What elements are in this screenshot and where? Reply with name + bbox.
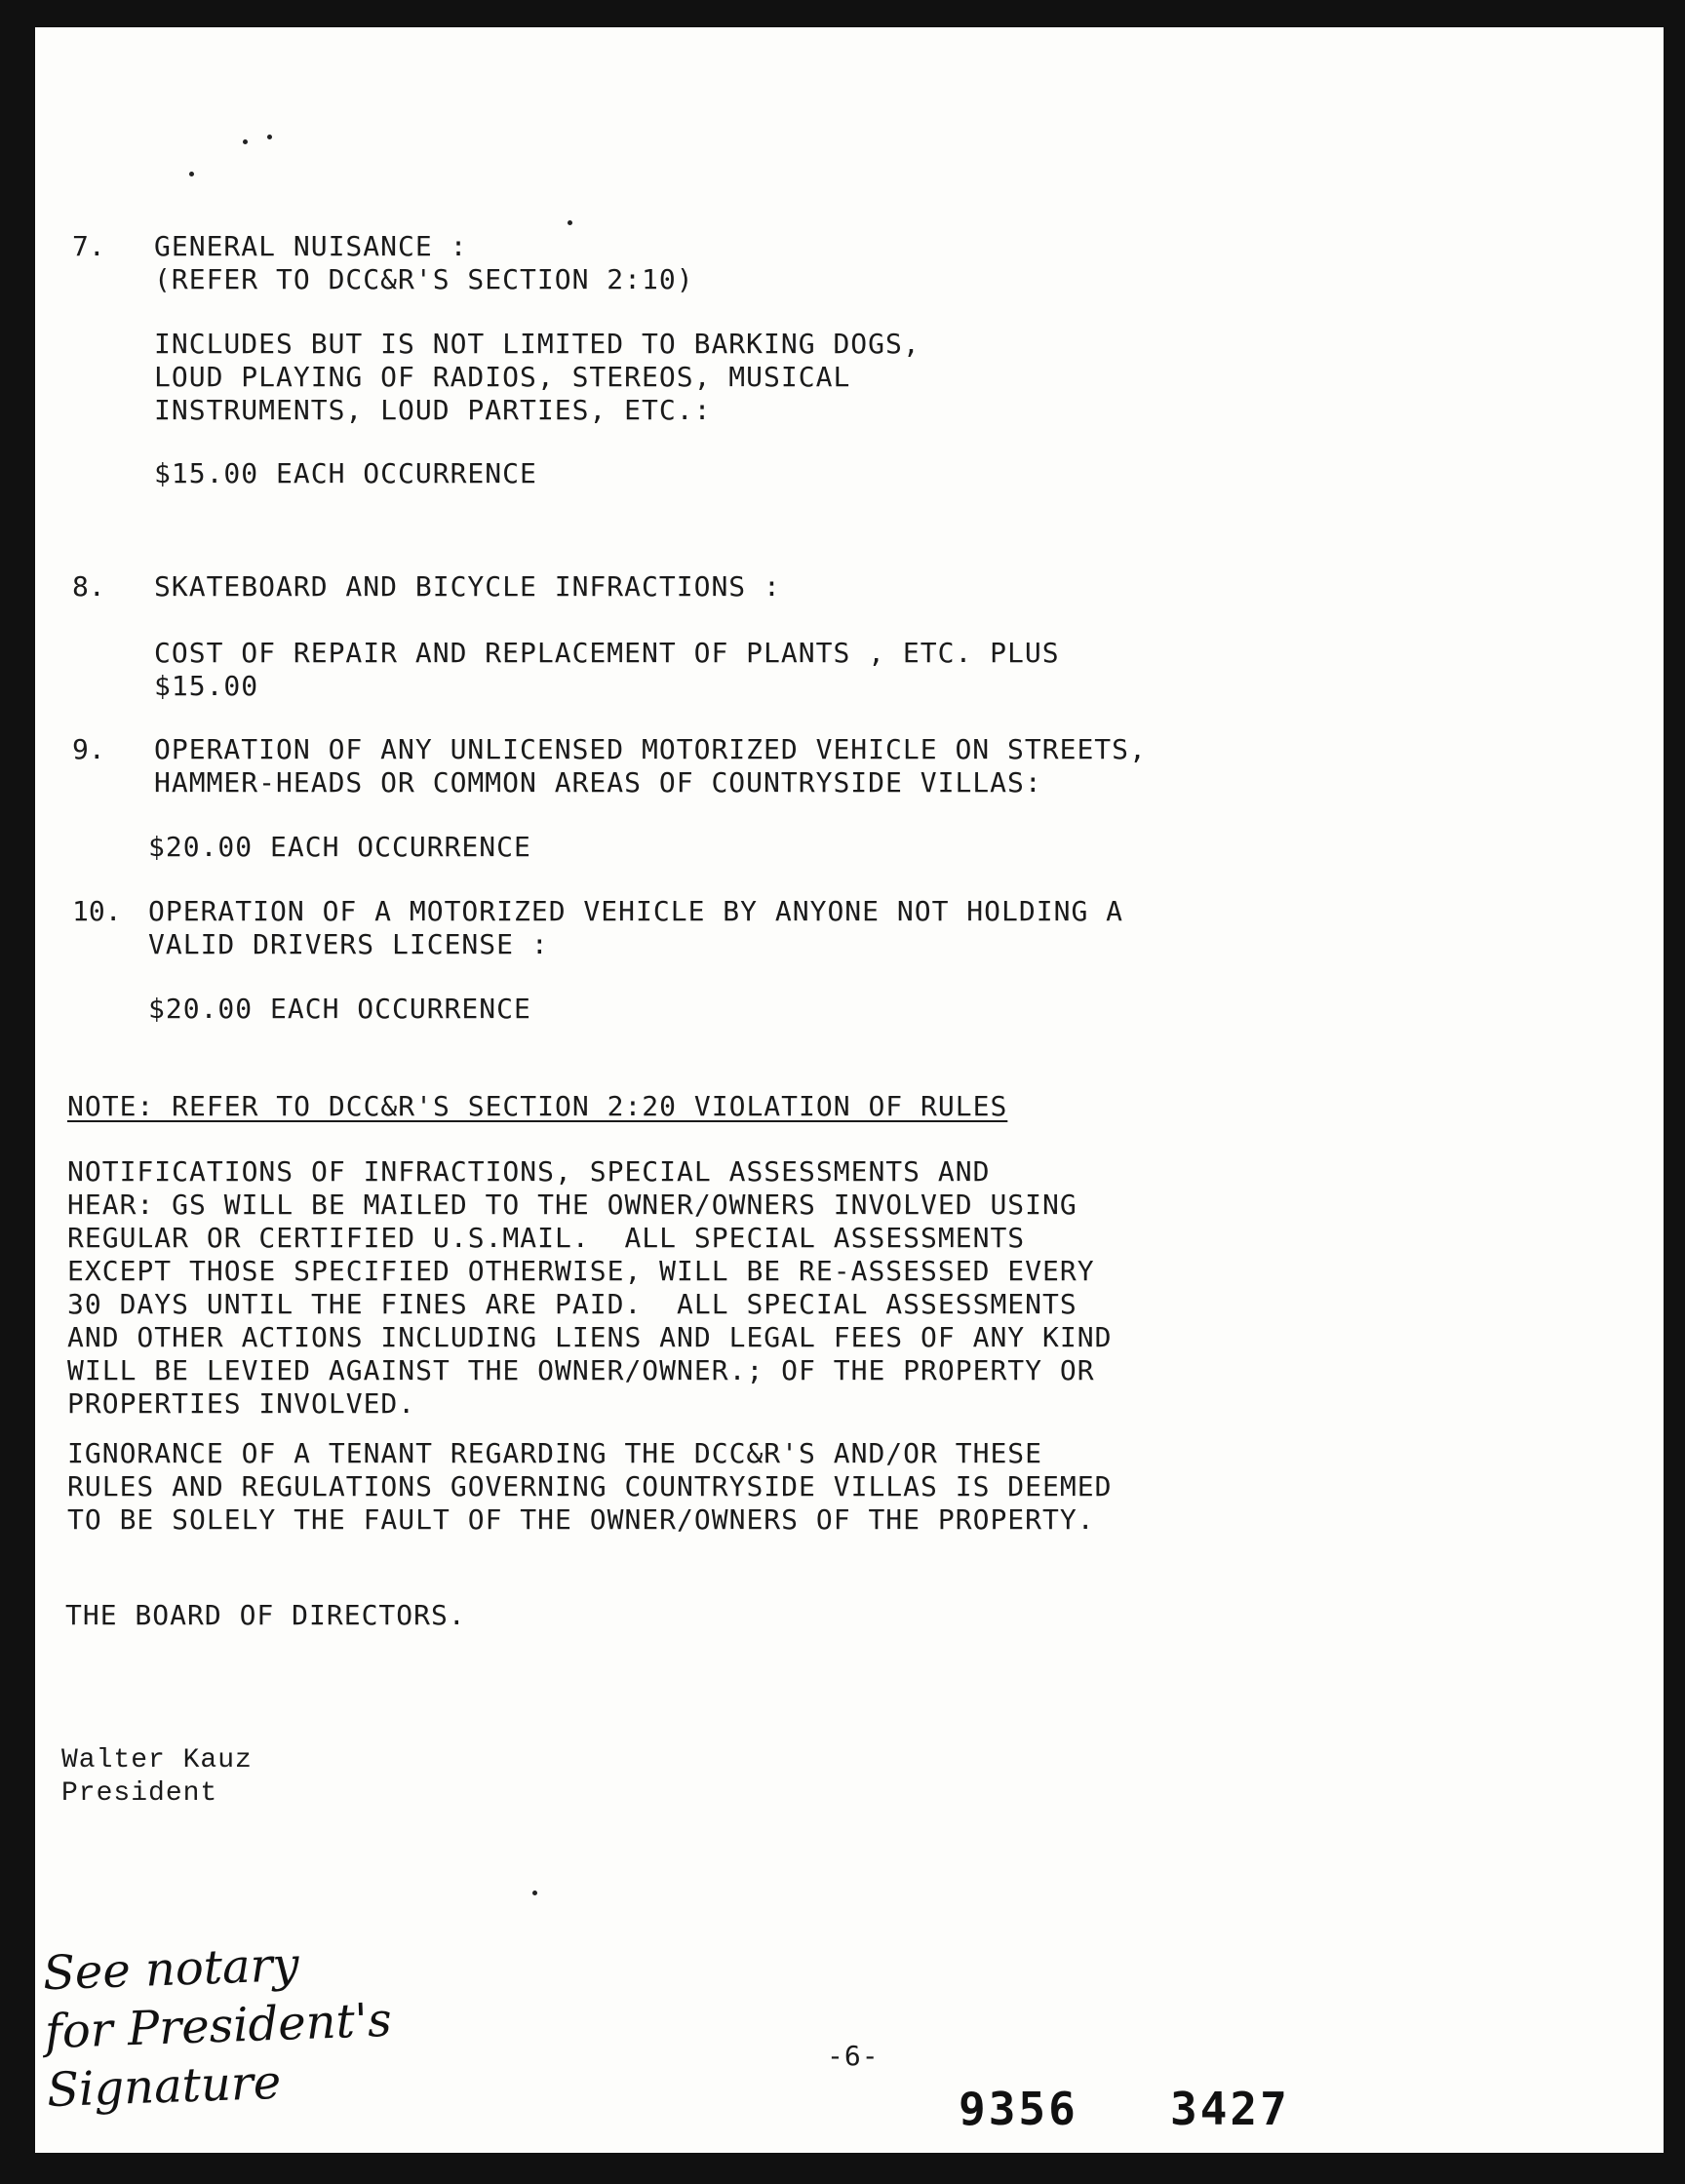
item-fine: $20.00 EACH OCCURRENCE <box>148 831 531 863</box>
item-reference: (REFER TO DCC&R'S SECTION 2:10) <box>154 263 694 295</box>
page-number: -6- <box>827 2040 880 2072</box>
item-fine: $15.00 EACH OCCURRENCE <box>154 457 537 489</box>
item-body: COST OF REPAIR AND REPLACEMENT OF PLANTS , ETC. PLUS $15.00 <box>154 637 1060 702</box>
item-heading: GENERAL NUISANCE : <box>154 230 468 262</box>
item-heading: OPERATION OF A MOTORIZED VEHICLE BY ANYONE NOT HOLDING A VALID DRIVERS LICENSE : <box>148 895 1124 960</box>
signer-title: President <box>61 1778 218 1809</box>
item-body: INCLUDES BUT IS NOT LIMITED TO BARKING DOGS, LOUD PLAYING OF RADIOS, STEREOS, MUSICAL INSTRUMENTS, LOUD PARTIES, ETC.: <box>154 328 921 426</box>
scan-speck <box>243 139 248 144</box>
scan-speck <box>267 135 272 139</box>
document-page <box>35 27 1664 2153</box>
item-heading: OPERATION OF ANY UNLICENSED MOTORIZED VEHICLE ON STREETS, HAMMER-HEADS OR COMMON AREAS OF COUNTRYSIDE VILLAS: <box>154 733 1147 799</box>
item-fine: $20.00 EACH OCCURRENCE <box>148 993 531 1025</box>
scan-speck <box>568 220 572 225</box>
scan-speck <box>189 172 194 176</box>
item-number: 10. <box>72 895 122 927</box>
note-paragraph: NOTIFICATIONS OF INFRACTIONS, SPECIAL ASSESSMENTS AND HEAR: GS WILL BE MAILED TO THE OWNER/OWNERS INVOLVED USING REGULAR OR CERTIFIED U.S.MAIL. ALL SPECIAL ASSESSMENTS EXCEPT THOSE SPECIFIED OTHERWISE, WILL BE RE-ASSESSED EVERY 30 DAYS UNTIL THE FINES ARE PAID. ALL SPECIAL ASSESSMENTS AND OTHER ACTIONS INCLUDING LIENS AND LEGAL FEES OF ANY KIND WILL BE LEVIED AGAINST THE OWNER/OWNER.; OF THE PROPERTY OR PROPERTIES INVOLVED. <box>67 1155 1113 1420</box>
note-paragraph: IGNORANCE OF A TENANT REGARDING THE DCC&R'S AND/OR THESE RULES AND REGULATIONS GOVERNING COUNTRYSIDE VILLAS IS DEEMED TO BE SOLELY THE FAULT OF THE OWNER/OWNERS OF THE PROPERTY. <box>67 1437 1113 1536</box>
scan-speck <box>532 1891 537 1895</box>
item-number: 9. <box>72 733 105 765</box>
item-number: 7. <box>72 230 105 262</box>
signer-name: Walter Kauz <box>61 1745 253 1775</box>
stamp-number: 3427 <box>1170 2083 1290 2135</box>
closing-line: THE BOARD OF DIRECTORS. <box>65 1599 466 1631</box>
item-number: 8. <box>72 570 105 603</box>
stamp-number: 9356 <box>959 2083 1078 2135</box>
handwritten-note: See notary for President's Signature <box>42 1937 393 2119</box>
item-heading: SKATEBOARD AND BICYCLE INFRACTIONS : <box>154 570 781 603</box>
note-heading: NOTE: REFER TO DCC&R'S SECTION 2:20 VIOLATION OF RULES <box>67 1090 1008 1122</box>
